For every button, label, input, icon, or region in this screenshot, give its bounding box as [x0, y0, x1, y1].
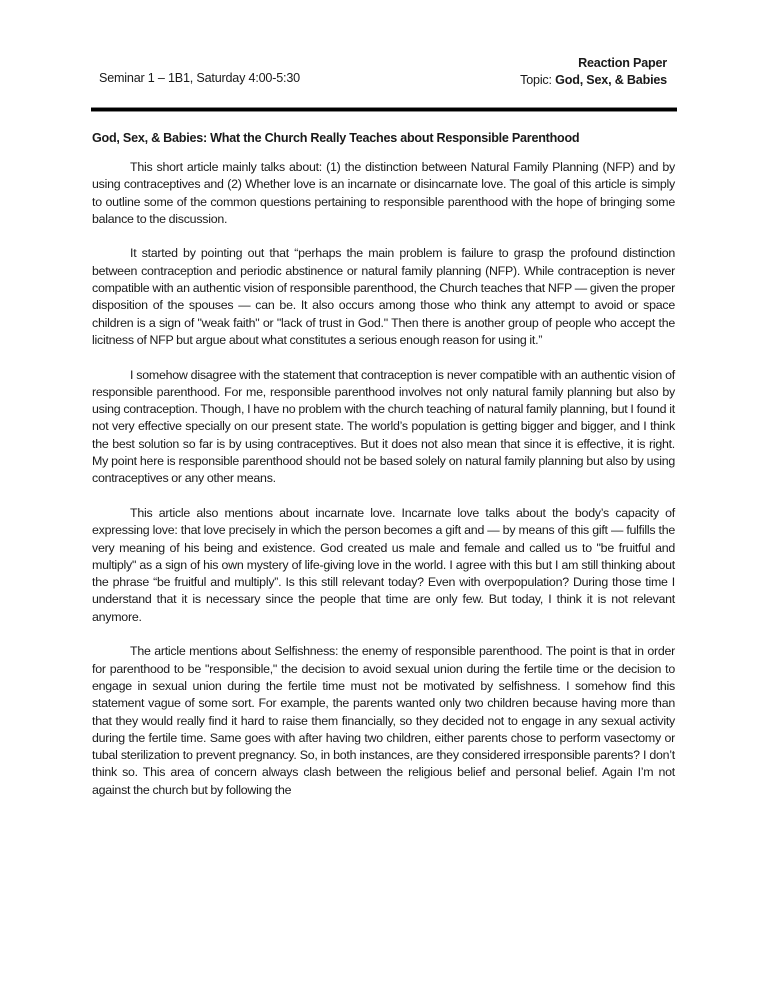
- header-doc-type: [520, 55, 667, 72]
- paragraph: I somehow disagree with the statement that contraception is never compatible with an authentic vision of responsible parenthood. For me, responsible parenthood involves not only natural family planning but also by using contraception. Though, I have no problem with the church teaching of natural family planning, but I found it not very effective specially on our present state. The world’s population is getting bigger and bigger, and I think the best solution so far is by using contraceptives. But it does not also mean that since it is effective, it is right. My point here is responsible parenthood should not be based solely on natural family planning but also by using contraceptives or any other means.: [92, 367, 675, 486]
- topic-label: Topic:: [520, 73, 556, 87]
- paragraph: It started by pointing out that “perhaps the main problem is failure to grasp the profound distinction between contraception and periodic abstinence or natural family planning (NFP). While contraception is never compatible with an authentic vision of responsible parenthood, the Church teaches that NFP — given the proper disposition of the spouses — can be. It also occurs among those who think any attempt to avoid or space children is a sign of "weak faith" or "lack of trust in God." Then there is another group of people who accept the licitness of NFP but argue about what constitutes a serious enough reason for using it.”: [92, 246, 675, 347]
- paragraph: This short article mainly talks about: (1) the distinction between Natural Family Planning (NFP) and by using contraceptives and (2) Whether love is an incarnate or disincarnate love. The goal of this article is simply to outline some of the common questions pertaining to responsible parenthood with the hope of bringing some balance to the discussion.: [92, 160, 675, 226]
- doc-type-label: Reaction Paper: [578, 56, 667, 70]
- header-right-block: [520, 55, 667, 89]
- header-seminar-info: Seminar 1 – 1B1, Saturday 4:00-5:30: [99, 71, 300, 85]
- paragraph: The article mentions about Selfishness: the enemy of responsible parenthood. The point is that in order for parenthood to be "responsible," the decision to avoid sexual union during the fertile time or the decision to engage in sexual union during the fertile time must not be motivated by selfishness. I somehow find this statement vague of some sort. For example, the parents wanted only two children because having more than that they would really find it hard to raise them financially, so they decided not to engage in any sexual activity during the fertile time. Same goes with after having two children, either parents chose to perform vasectomy or tubal sterilization to prevent pregnancy. So, in both instances, are they considered irresponsible parents? I don’t think so. This area of concern always clash between the religious belief and personal belief. Again I’m not against the church but by following the: [92, 644, 675, 797]
- document-body: [92, 159, 675, 816]
- topic-value: God, Sex, & Babies: [555, 73, 667, 87]
- header-divider: [91, 107, 677, 112]
- document-title: God, Sex, & Babies: What the Church Really Teaches about Responsible Parenthood: [92, 131, 580, 145]
- paragraph: This article also mentions about incarnate love. Incarnate love talks about the body’s capacity of expressing love: that love precisely in which the person becomes a gift and — by means of this gift — fulfills the very meaning of his being and existence. God created us male and female and called us to "be fruitful and multiply" as a sign of his own mystery of life-giving love in the world. I agree with this but I am still thinking about the phrase “be fruitful and multiply”. Is this still relevant today? Even with overpopulation? During those time I understand that it is necessary since the people that time are only few. But today, I think it is not relevant anymore.: [92, 505, 675, 624]
- header-topic: [520, 72, 667, 89]
